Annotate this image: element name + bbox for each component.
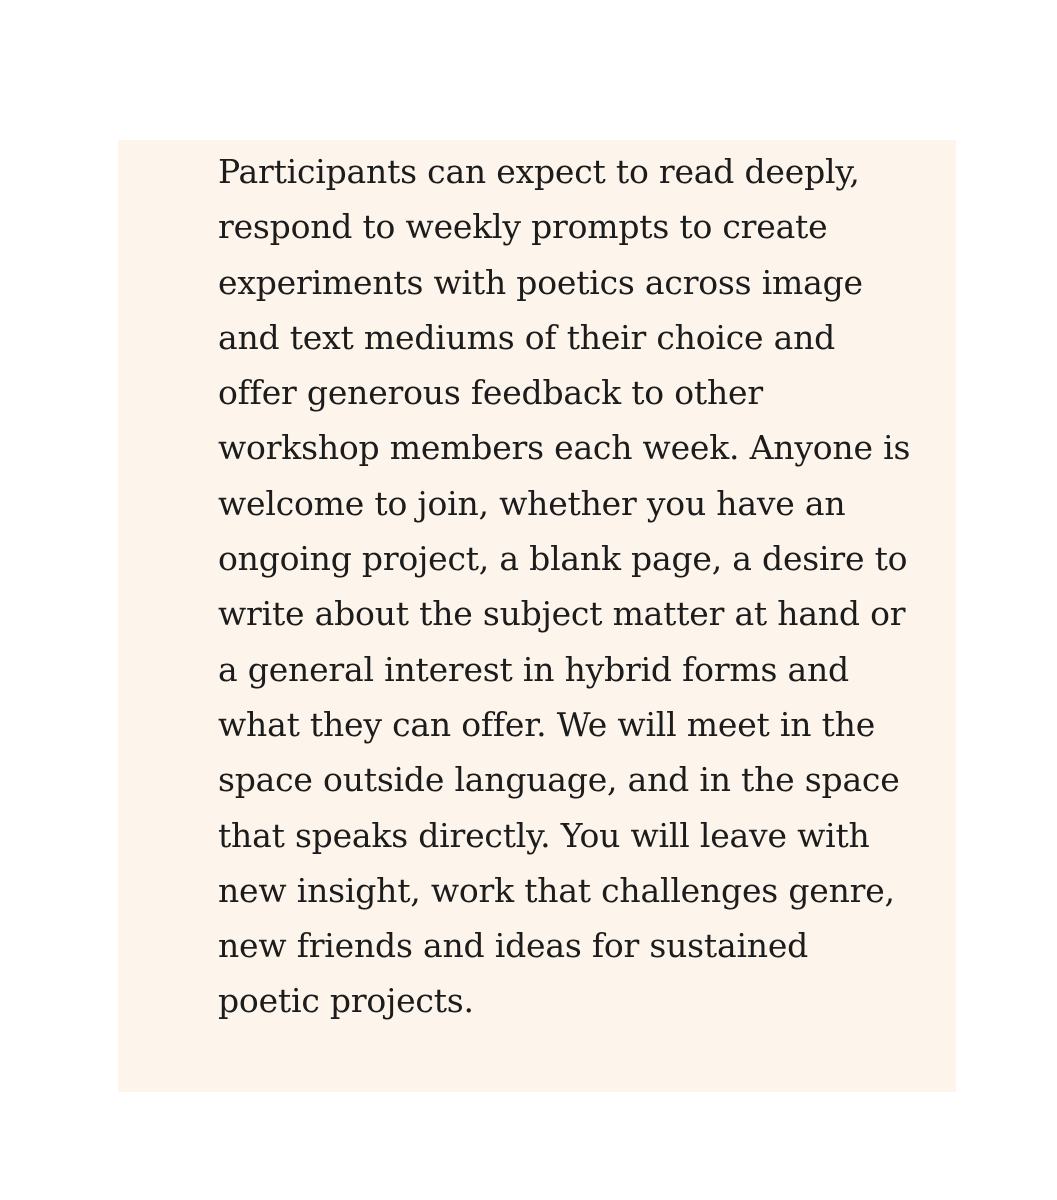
paragraph-line: Participants can expect to read deeply, xyxy=(218,152,860,191)
paragraph-line: write about the subject matter at hand or xyxy=(218,594,906,634)
text-panel xyxy=(118,140,956,1092)
paragraph-line: and text mediums of their choice and xyxy=(218,317,836,357)
body-paragraph xyxy=(218,144,938,1029)
paragraph-line: workshop members each week. Anyone is xyxy=(218,428,911,468)
paragraph-line: space outside language, and in the space xyxy=(218,760,900,800)
paragraph-line: new insight, work that challenges genre, xyxy=(218,870,895,910)
paragraph-line: poetic projects. xyxy=(218,981,474,1021)
paragraph-line: what they can offer. We will meet in the xyxy=(218,704,876,744)
paragraph-line: offer generous feedback to other xyxy=(218,373,763,413)
paragraph-line: respond to weekly prompts to create xyxy=(218,207,828,247)
paragraph-line: welcome to join, whether you have an xyxy=(218,483,846,523)
paragraph-line: new friends and ideas for sustained xyxy=(218,926,809,966)
paragraph-line: experiments with poetics across image xyxy=(218,262,863,302)
paragraph-line: ongoing project, a blank page, a desire to xyxy=(218,539,908,579)
paragraph-line: that speaks directly. You will leave with xyxy=(218,815,870,855)
paragraph-line: a general interest in hybrid forms and xyxy=(218,649,849,689)
